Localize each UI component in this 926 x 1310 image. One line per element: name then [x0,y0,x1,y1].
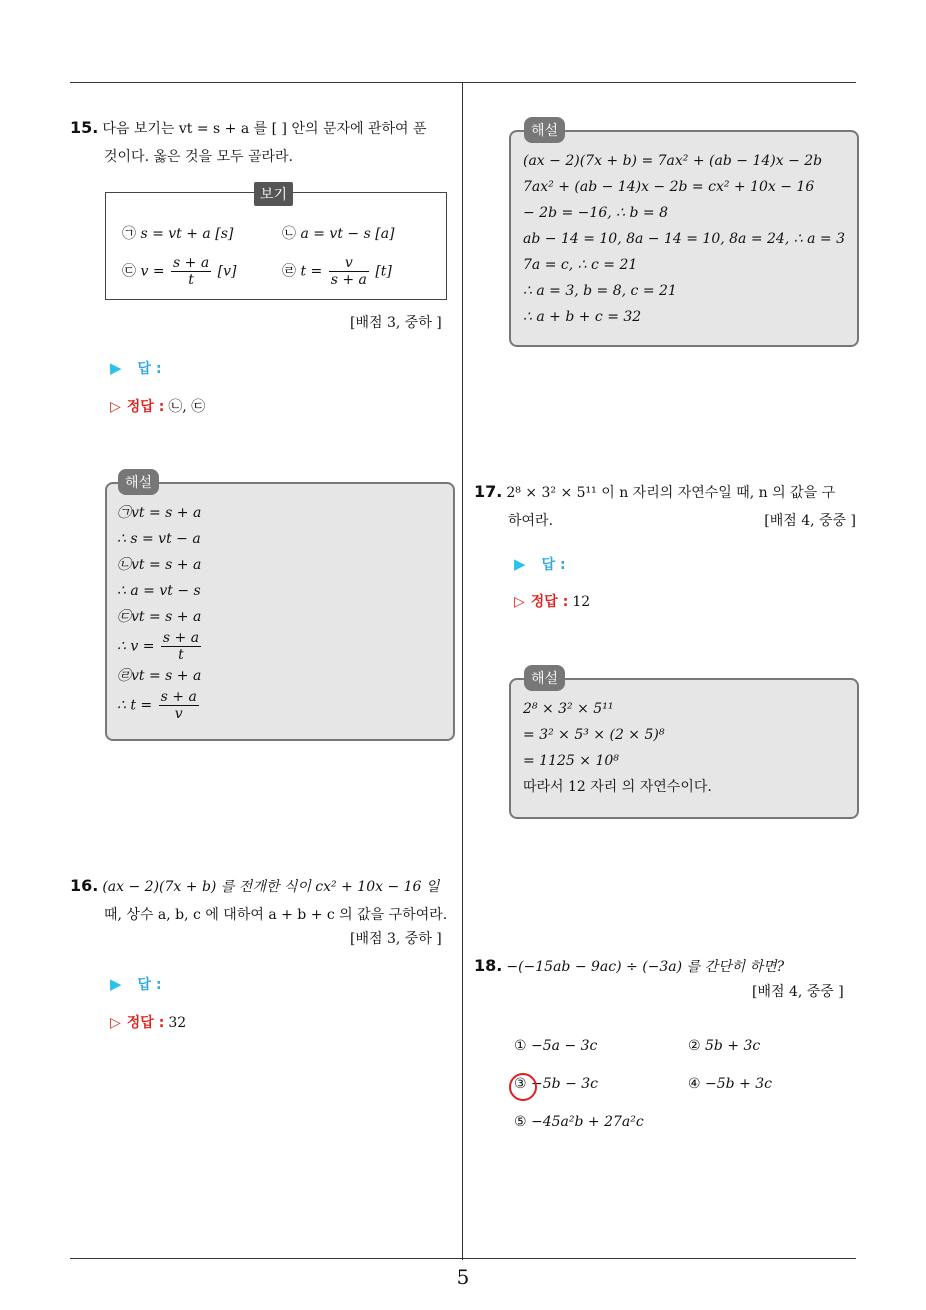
correct-value: ㉡, ㉢ [168,399,206,415]
option-mark: ㉡ [282,226,296,242]
q18-choice-2[interactable] [688,1038,760,1054]
correct-label: 정답 : [126,1015,165,1031]
frac-numerator: s + a [173,255,210,271]
choice-expr: −5b + 3c [705,1076,772,1092]
q15-solution-lines [117,500,203,722]
choice-mark: ④ [688,1076,701,1092]
solution-line: = 3² × 5³ × (2 × 5)⁸ [523,727,665,743]
correct-arrow-icon: ▷ [110,1015,121,1031]
q17-text-line2: 하여라. [508,513,554,529]
correct-arrow-icon: ▷ [110,399,121,415]
solution-line: 따라서 12 자리 의 자연수이다. [523,779,712,795]
solution-lhs: ∴ t = [117,697,153,714]
choice-mark: ② [688,1038,701,1054]
correct-label: 정답 : [126,399,165,415]
solution-line: − 2b = −16, ∴ b = 8 [523,205,668,221]
q16-answer-row [110,974,162,994]
frac-numerator: v [329,255,369,272]
solution-fraction [161,630,201,663]
solution-line: ㉡vt = s + a [117,557,202,573]
choice-mark: ⑤ [514,1114,527,1130]
q15-correct-row [110,396,205,416]
q15-bogi-label: 보기 [254,182,293,206]
solution-line: ㉢vt = s + a [117,609,202,625]
top-rule [70,82,856,83]
selected-answer-circle-icon [509,1073,537,1101]
q15-text-line1: 다음 보기는 vt = s + a 를 [ ] 안의 문자에 관하여 푼 [102,121,427,137]
q15-points: [배점 3, 중하 ] [350,315,442,331]
solution-line: ab − 14 = 10, 8a − 14 = 10, 8a = 24, ∴ a = 3 [523,231,845,247]
answer-label: 답 : [137,361,162,377]
correct-arrow-icon: ▷ [514,594,525,610]
solution-line [117,689,203,722]
q16-number: 16. [70,876,99,895]
frac-denominator: t [178,647,184,663]
q18-text-line1: −(−15ab − 9ac) ÷ (−3a) 를 간단히 하면? [506,959,785,975]
solution-line: ∴ a = vt − s [117,583,201,599]
q17-solution-lines [523,696,712,800]
q17-points: [배점 4, 중중 ] [764,513,856,529]
choice-mark: ③ [514,1076,527,1092]
q16-points: [배점 3, 중하 ] [350,931,442,947]
q15-bogi-box [105,192,447,300]
option-var: [v] [217,263,237,280]
q17-answer-row [514,554,566,574]
answer-label: 답 : [541,557,566,573]
q16-correct-row [110,1012,186,1032]
q17-number: 17. [474,482,503,501]
correct-value: 32 [168,1015,187,1031]
solution-line: (ax − 2)(7x + b) = 7ax² + (ab − 14)x − 2b [523,153,823,169]
choice-mark: ① [514,1038,527,1054]
q15-solution-box [105,482,455,741]
q16-question [70,872,460,929]
solution-fraction [159,689,199,722]
q16-solution-lines [523,148,845,330]
q16-text-line1: (ax − 2)(7x + b) 를 전개한 식이 cx² + 10x − 16 일 [102,879,440,895]
q15-question [70,114,460,171]
solution-line: ㉠vt = s + a [117,505,202,521]
q17-question [474,478,860,535]
q15-solution-label: 해설 [118,469,159,495]
solution-line: 7ax² + (ab − 14)x − 2b = cx² + 10x − 16 [523,179,815,195]
correct-label: 정답 : [530,594,569,610]
q15-option-4 [282,255,392,288]
q18-choice-1[interactable] [514,1038,597,1054]
solution-lhs: ∴ v = [117,638,155,655]
choice-expr: −45a²b + 27a²c [531,1114,644,1130]
q18-points: [배점 4, 중중 ] [752,984,844,1000]
option-lhs: v = [140,263,165,280]
solution-line: ∴ s = vt − a [117,531,201,547]
answer-arrow-icon: ▶ [110,975,122,993]
frac-numerator: s + a [162,630,200,646]
q17-text-line1: 2⁸ × 3² × 5¹¹ 이 n 자리의 자연수일 때, n 의 값을 구 [506,485,836,501]
option-fraction [329,255,369,288]
q18-number: 18. [474,956,503,975]
option-mark: ㉢ [122,263,136,280]
frac-numerator: s + a [160,689,197,705]
option-expr: s = vt + a [s] [140,226,234,242]
option-expr: a = vt − s [a] [300,226,395,242]
q16-solution-box [509,130,859,347]
q18-choice-5[interactable] [514,1114,644,1130]
q16-text-line2: 때, 상수 a, b, c 에 대하여 a + b + c 의 값을 구하여라. [104,907,448,923]
q18-question [474,952,860,981]
solution-line: ㉣vt = s + a [117,668,202,684]
q15-answer-row [110,358,162,378]
option-mark: ㉣ [282,263,296,280]
answer-arrow-icon: ▶ [110,359,122,377]
solution-line: = 1125 × 10⁸ [523,753,619,769]
choice-expr: 5b + 3c [705,1038,761,1054]
q16-solution-label: 해설 [524,117,565,143]
q15-text-line2: 것이다. 옳은 것을 모두 골라라. [104,149,293,165]
bottom-rule [70,1258,856,1259]
q15-option-1 [122,223,233,243]
option-mark: ㉠ [122,226,136,242]
solution-line: ∴ a + b + c = 32 [523,309,642,325]
q17-correct-row [514,591,590,611]
choice-expr: −5a − 3c [531,1038,598,1054]
q17-solution-label: 해설 [524,665,565,691]
page-number: 5 [456,1265,470,1289]
column-divider [462,82,463,1260]
frac-denominator: t [188,272,194,288]
q15-option-3 [122,255,236,288]
choice-expr: −5b − 3c [531,1076,598,1092]
solution-line: ∴ a = 3, b = 8, c = 21 [523,283,677,299]
option-var: [t] [375,263,392,280]
frac-denominator: s + a [330,272,367,288]
q18-choice-4[interactable] [688,1076,772,1092]
solution-line: 7a = c, ∴ c = 21 [523,257,638,273]
q15-option-2 [282,223,395,243]
q17-solution-box [509,678,859,819]
correct-value: 12 [572,594,591,610]
option-fraction [171,255,211,288]
solution-line [117,630,203,663]
q15-number: 15. [70,118,99,137]
answer-label: 답 : [137,977,162,993]
answer-arrow-icon: ▶ [514,555,526,573]
solution-line: 2⁸ × 3² × 5¹¹ [523,701,614,717]
option-lhs: t = [300,263,323,280]
frac-denominator: v [174,706,183,722]
